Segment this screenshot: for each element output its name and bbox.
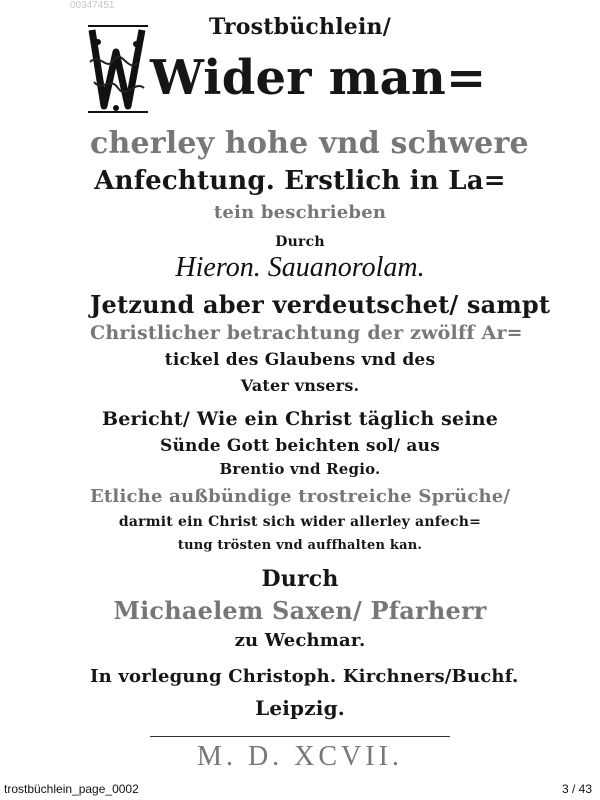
author-name: Hieron. Sauanorolam.: [175, 252, 425, 283]
viewer-footer: [0, 776, 600, 800]
file-name: trostbüchlein_page_0002: [4, 782, 139, 796]
report-line-2: Sünde Gott beichten sol/ aus: [160, 436, 440, 456]
title-line-3: cherley hohe vnd schwere: [90, 126, 529, 161]
archive-stamp: 00347451: [70, 0, 115, 11]
editor-place: zu Wechmar.: [234, 630, 366, 651]
translation-line-2: Christlicher betrachtung der zwölff Ar=: [90, 322, 523, 344]
publisher-line: In vorlegung Christoph. Kirchners/Buchf.: [90, 666, 519, 687]
editor-by: Durch: [261, 566, 339, 592]
imprint-date: M. D. XCVII.: [197, 741, 403, 772]
title-line-5: tein beschrieben: [213, 202, 387, 223]
translation-line-1: Jetzund aber verdeutschet/ sampt: [90, 290, 551, 319]
publisher-city: Leipzig.: [255, 696, 345, 720]
author-by: Durch: [275, 234, 325, 250]
report-line-1: Bericht/ Wie ein Christ täglich seine: [101, 408, 499, 430]
title-line-1: Trostbüchlein/: [209, 14, 391, 40]
sayings-line-2: darmit ein Christ sich wider allerley anfech=: [118, 514, 482, 530]
sayings-line-1: Etliche außbündige trostreiche Sprüche/: [90, 486, 511, 507]
sayings-line-3: tung trösten vnd auffhalten kan.: [177, 538, 423, 553]
imprint-date-frame: [150, 736, 450, 776]
report-line-3: Brentio vnd Regio.: [219, 460, 381, 478]
translation-line-3: tickel des Glaubens vnd des: [164, 350, 436, 370]
page-counter: 3 / 43: [561, 782, 592, 796]
translation-line-4: Vater vnsers.: [240, 376, 360, 395]
title-line-4: Anfechtung. Erstlich in La=: [94, 166, 506, 196]
title-line-2: Wider man=: [150, 50, 487, 106]
editor-name: Michaelem Saxen/ Pfarherr: [113, 596, 487, 625]
